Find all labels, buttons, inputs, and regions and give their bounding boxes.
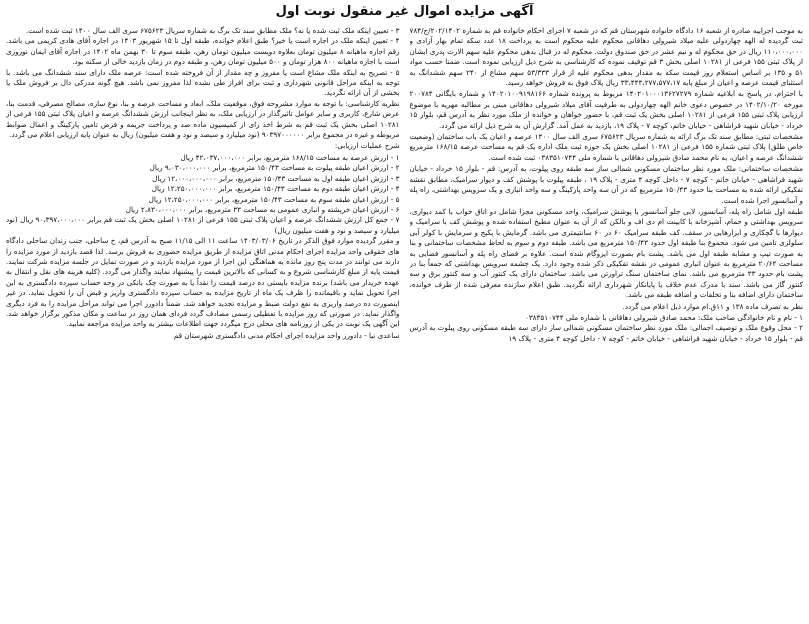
list-item: ۴ - ارزش اعیان طبقه دوم به مساحت ۱۵۰/۴۳ مترمربع، برابر ۱۲،۲۵۰،۰۰۰،۰۰۰ ریال: [151, 184, 400, 194]
list-item: ۳ - تعیین اینکه ملک ثبت شده یا نه؟ ملک مطابق سند تک برگ به شماره سریال ۶۷۵۶۲۳ سری الف سال ۱۴۰۰ ثبت شده است.: [25, 26, 400, 35]
list-item: ۷ - جمع کل ارزش ششدانگ عرصه و اعیان پلاک ثبتی ۱۵۵ فرعی از ۱۰۲۸۱ اصلی بخش یک ثبت قم برابر ۹۰،۳۹۷،۰۰۰،۰۰۰ ریال (نود میلیارد و سیصد و نود و هفت میلیون ریال): [6, 215, 400, 235]
floors-description: طبقه اول شامل راه پله، آسانسور، لابی جلو آسانسور با پوشش سرامیک، واحد مسکونی مجزا شامل دو اتاق خواب با کمد دیواری، سرویس بهداشتی و حمام، آشپزخانه با کابینت ام دی اف و بالکن که از آن به عنوان مطبخ استفاده شده و پوشش کف با سرامیک و دیوارها با گچکاری و ابزارهایی در سقف. کف طبقه سرامیک ۶۰ در ۶۰ سانتیمتری می باشد. گرمایش با پکیج و سرمایش با کولر آبی سلولزی تامین می شود. مجموع بنا طبقه اول حدود ۱۵۰/۴۳ مترمربع می باشد. طبقه دوم و سوم به لحاظ مشخصات ساختمانی و بنا به صورت تیپ و مشابه طبقه اول می باشد. پشت بام بصورت ایزوگام شده است. علاوه بر فضای راه پله و آسانسور فضایی به مساحت ۲۰/۶۴ مترمربع به عنوان انباری عمومی در نقشه تفکیکی ذکر شده وجود دارد. یک چشمه سرویس بهداشتی که جمعاً بنا در پشت بام حدود ۳۳ مترمربع می باشد. نمای ساختمان سنگ تراورتن می باشد. ساختمان دارای یک کنتور آب و سه کنتور برق و سه کنتور گاز می باشد. سند با مدرک عدم خلاف یا پایانکار شهرداری ارائه نگردید. طبق اعلام سازنده معرفی شده از طرف خوانده، ساختمان دارای اضافه بنا و تخلفات و اضافه طبقه می باشد.: [409, 206, 803, 300]
auction-terms: و مقرر گردیده موارد فوق الذکر در تاریخ ۱۴۰۳/۰۳/۰۶ ساعت ۱۱ الی ۱۱/۱۵ صبح به آدرس قم، خ ساحلی، جنب زندان ساحلی دادگاه های حقوقی واحد مزایده اجرای احکام مدنی اتاق مزایده از طریق مزایده حضوری به فروش برسد. لذا قصد بازدید از مورد مزایده را دارند می توانند در مدت پنج روز مانده به هماهنگی این اجرا از مورد مزایده بازدید و در صورت تمایل در جلسه مزایده شرکت نمایند. قیمت پایه از مبلغ کارشناسی شروع و به کسانی که بالاترین قیمت را پیشنهاد نمایند واگذار می گردد. (کلیه هزینه های نقل و انتقال به عهده خریدار می باشد) برنده مزایده بایستی ده درصد قیمت را نقداً یا به صورت چک بانکی در وجه حساب سپرده دادگستری به این اجرا تحویل نماید و باقیمانده را ظرف یک ماه از تاریخ مزایده به حساب سپرده دادگستری واریز و قبض آن را تحویل نماید. در غیر اینصورت ده درصد واریزی به نفع دولت ضبط و مزایده تجدید خواهد شد. ضمناً دادورز اجرا می تواند مراحل مزایده را به فرد دیگری واگذار نماید. در صورتی که روز مزایده با تعطیلی رسمی مصادف گردد فردای همان روز در ساعت و مکان مذکور برگزار خواهد شد. این آگهی یک نوبت در یکی از روزنامه های محلی درج میگردد جهت اطلاعات بیشتر به واحد مزایده مراجعه نمایید.: [6, 236, 400, 329]
list-item: ۶ - ارزش اعیان خرپشته و انباری عمومی به مساحت ۳۳ مترمربع، برابر ۲،۸۳۰،۰۰۰،۰۰۰ ریال: [125, 204, 400, 214]
list-item: ۲ - محل وقوع ملک و توصیف اجمالی: ملک مورد نظر ساختمان مسکونی شمالی ساز دارای سه طبقه مسکونی روی پیلوت به آدرس قم - بلوار ۱۵ خرداد - خیابان شهید قراشاهی - خیابان خاتم - کوچه ۷ - داخل کوچه ۴ متری - پلاک ۱۹: [409, 323, 803, 343]
valuation-breakdown: [6, 153, 400, 236]
notice-title: آگهی مزایده اموال غیر منقول نوبت اول: [275, 4, 534, 19]
intro-paragraph: به موجب اجراییه صادره از شعبه ۱۶ دادگاه خانواده شهرستان قم که در شعبه ۷ اجرای احکام خانواده قم به شماره ۲۰۲/۱۴۰۲/ج/۷۸۴ ثبت گردیده له الهه چهاردولی علیه میلاد شیرولی دهاقانی محکوم علیه محکوم است به پرداخت ۱۸ عدد سکه تمام بهار آزادی و ۱۱۰،۰۰۰،۰۰۰ ریال در حق محکوم له و نیم عشر در حق صندوق دولت. محکوم له در قبال بدهی محکوم علیه سهم الارث پدری ایشان از پلاک ثبتی ۱۵۵ فرعی از ۱۰۲۸۱ اصلی بخش ۳ قم توقیف نموده که کارشناسی به شرح ذیل ارزیابی نموده است. ضمنا حسب مواد ۵۱ و ۱۳۵ بر اساس استعلام روز قیمت سکه به مقدار بدهی محکوم علیه از قرار ۵۳/۳۳۳ سهم مشاع از ۲۴۰ سهم ششدانگ به استثنای قیمت عرصه و اعیان از مبلغ پایه ۳۳،۴۴۴،۲۷۷،۵۷۷،۱۷ ریال پلاک فوق به فروش خواهد رسید.: [409, 26, 803, 88]
building-specs: مشخصات ساختمانی: ملک مورد نظر ساختمان مسکونی شمالی ساز سه طبقه روی پیلوت، به آدرس: قم - بلوار ۱۵ خرداد - خیابان شهید قراشاهی - خیابان خاتم - کوچه ۷ - داخل کوچه ۴ متری - پلاک ۱۹ ، طبقه پیلوت با پوشش کف و دیوار سرامیک، مطابق نقشه تفکیکی ارائه شده به مساحت بنا حدود ۱۵۰/۴۳ مترمربع که در آن سه واحد پارکینگ و سه واحد انباری و یک سرویس بهداشتی، راه پله و آسانسور اجرا شده است.: [409, 164, 803, 205]
property-status-list: [6, 26, 400, 99]
list-item: ۵ - تصریح به اینکه ملک مشاع است یا مفروز و چه مقدار از آن فروخته شده است: عرصه ملک دارای سند ششدانگ می باشد. با توجه به اینکه مراحل قانونی شهرداری و ثبت برای افراز طی نشده لذا مفروز نمی باشد. هیچ گونه مدرکی دال بر فروش ملک یا بخشی از آن ارائه نگردید.: [6, 67, 400, 98]
notice-columns: [6, 26, 803, 624]
owner-list: [410, 313, 804, 344]
list-item: ۵ - ارزش اعیان طبقه سوم به مساحت ۱۵۰/۴۳ مترمربع، برابر ۱۲،۲۵۰،۰۰۰،۰۰۰ ریال: [148, 194, 400, 204]
breakdown-title: شرح عملیات ارزیابی:: [334, 141, 400, 151]
list-item: ۱ - نام و نام خانوادگی صاحب ملک: محمد صادق شیرولی دهاقانی با شماره ملی ۰۳۸۳۵۱۰۷۴۴: [524, 312, 803, 322]
report-paragraph: با احترام، در پاسخ به ابلاغیه شماره ۱۴۰۲۰۱۰۰۰۱۳۶۲۷۲۷۹ مربوط به پرونده شماره ۱۴۰۲۰۱۰۰۹۱۹۸۱۶۶ و شماره بایگانی ۲۰۰۷۸۴ مورخه ۱۴۰۲/۱۰/۲۰ در خصوص دعوی خانم الهه چهاردولی به طرفیت آقای میلاد شیرولی دهاقانی مبنی بر مطالبه مهریه با موضوع ارزیابی پلاک ثبتی ۱۵۵ فرعی از ۱۰۲۸۱ اصلی بخش یک ثبت قم، با حضور خواهان و خوانده از ملک مورد نظر به آدرس قم، بلوار ۱۵ خرداد - خیابان شهید قراشاهی - خیابان خاتم، کوچه ۷ - پلاک ۱۹، بازدید به عمل آمد. گزارش آن به شرح ذیل ارائه می گردد.: [409, 89, 803, 130]
registration-specs: مشخصات ثبتی: مطابق سند تک برگ ارائه به شماره سریال ۶۷۵۶۲۳ سری الف سال ۱۴۰۰ عرصه و اعیان یک باب ساختمان (وضعیت خاص طلق) پلاک ثبتی شماره ۱۵۵ فرعی از ۱۰۲۸۱ اصلی بخش یک حوزه ثبت ملک اداره یک قم به مساحت عرصه ۱۶۸/۱۵ مترمربع ششدانگ عرصه و اعیان، به نام محمد صادق شیرولی دهاقانی با شماره ملی ۰۳۸۳۵۱۰۷۴۴ ثبت شده است.: [409, 132, 803, 162]
list-item: ۲ - ارزش اعیان طبقه پیلوت به مساحت ۱۵۰/۴۳ مترمربع، برابر ۹،۰۳۰،۰۰۰،۰۰۰ ریال: [149, 163, 400, 173]
list-item: ۱ - ارزش عرصه به مساحت ۱۶۸/۱۵ مترمربع، برابر ۴۲،۰۳۷،۰۰۰،۰۰۰ ریال: [180, 152, 400, 162]
list-item: ۴ - تعیین اینکه ملک در اجاره است یا خیر؟ طبق اعلام خوانده، طبقه اول تا ۱۵ شهریور ۱۴۰۳ در اجاره آقای هادی کریمی می باشد. رقم اجاره ماهیانه ۸ میلیون تومان بعلاوه دویست میلیون تومان رهن، طبقه سوم تا ۳۰ بهمن ماه ۱۴۰۲ در اجاره آقای ایمان نوروزی است با اجاره ماهیانه ۸۰۰ هزار تومان و ۵۰۰ میلیون تومان رهن، و طبقه دوم در زمان بازدید خالی از سکنه بود.: [6, 36, 400, 67]
left-column: [6, 26, 400, 624]
date-note: نظر به تصرف ماده ۱۳۸ و ۱۱ق.ام موارد ذیل اعلام می گردد.: [622, 301, 803, 311]
expert-opinion: نظریه کارشناسی: با توجه به موارد مشروحه فوق، موقعیت ملک، ابعاد و مساحت عرصه و بنا، نوع سازه، مصالح مصرفی، قدمت بنا، عرض شارع، کاربری و سایر عوامل تاثیرگذار در ارزیابی ملک، به نظر اینجانب ارزش ششدانگ عرصه و اعیان پلاک ثبتی ۱۵۵ فرعی از ۱۰۲۸۱ اصلی بخش یک ثبت قم به شرط اخذ رای از کمیسیون ماده صد و پرداخت جریمه و فرض تامین پارکینگ و اعمال ضوابط مربوطه و غیره در مجموع برابر ۹۰۳۹۷۰۰۰۰۰۰ (نود میلیارد و سیصد و نود و هفت میلیون) ریال به عنوان پایه ارزیابی اعلام می گردد.: [6, 98, 400, 140]
list-item: ۳ - ارزش اعیان طبقه اول به مساحت ۱۵۰/۴۳ مترمربع، برابر ۱۲،۰۰۰،۰۰۰،۰۰۰ ریال: [152, 173, 400, 183]
signature: ساعدی نیا - دادورز واحد مزایده اجرای احکام مدنی دادگستری شهرستان قم: [173, 330, 400, 340]
right-column: [410, 26, 804, 624]
